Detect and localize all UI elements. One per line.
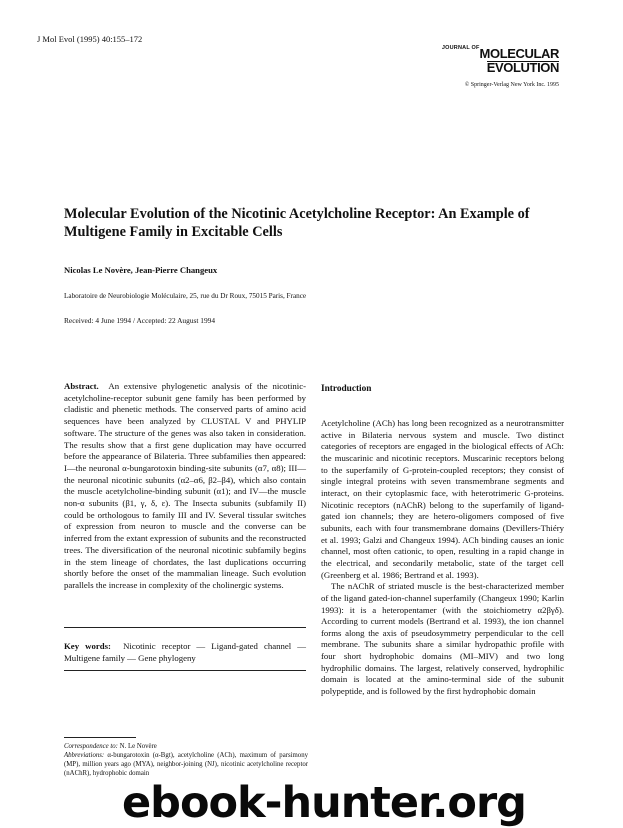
journal-logo-line2: EVOLUTION [486,60,559,76]
article-authors: Nicolas Le Novère, Jean-Pierre Changeux [64,265,218,275]
abstract-text: An extensive phylogenetic analysis of the nicotinic-acetylcholine-receptor subunit gene family has been performed by cladistic and phenetic methods. The conserved parts of amino acid sequences have been analyzed by CLUSTAL V and PHYLIP software. The structure of the genes was also taken in consideration. The results show that a first gene duplication may have occurred before the appearance of Bilateria. Three subfamilies then appeared: I—the neuronal α-bungarotoxin binding-site subunits (α7, α8); III—the neuronal nicotinic subunits (α2–α6, β2–β4), which also contain the muscle acetylcholine-binding subunit (α1); and IV—the muscle non-α subunits (β1, γ, δ, ε). The Insecta subunits (subfamily II) could be orthologous to family III and IV. Several tissular switches of expression from neuron to muscle and the converse can be inferred from the extant expression of subunits and the reconstructed trees. The diversification of the neuronal nicotinic subfamily begins in the stem lineage of chordates, the last duplications occurring shortly before the onset of the mammalian lineage. Such evolution parallels the increase in complexity of the cholinergic systems. [64,381,306,590]
abbreviations-text: α-bungarotoxin (α-Bgt), acetylcholine (ACh), maximum of parsimony (MP), million years ago (MYA), neighbor-joining (NJ), nicotinic acetylcholine receptor (nAChR), hydrophobic domain [64,752,308,777]
correspondence-footnote [64,742,308,778]
introduction-body [321,418,564,698]
received-accepted-dates: Received: 4 June 1994 / Accepted: 22 August 1994 [64,316,216,325]
journal-citation: J Mol Evol (1995) 40:155–172 [37,34,143,44]
abbreviations-line [64,751,308,778]
introduction-paragraph-2: The nAChR of striated muscle is the best-characterized member of the ligand gated-ion-channel superfamily (Changeux 1990; Karlin 1993): it is a heteropentamer (with the stoichiometry α2βγδ). According to current models (Bertrand et al. 1993), the ion channel forms along the axis of pseudosymmetry perpendicular to the cell membrane. The subunits share a similar hydropathic profile with four short hydrophobic domains (MI–MIV) and two long hydrophilic domains. The largest, relatively conserved, hydrophilic domain is located at the amino-terminal side of the subunit polypeptide, and is followed by the first hydrophobic domain [321,581,564,697]
keywords-bottom-rule [64,670,306,671]
correspondence-label: Correspondence to: [64,743,118,750]
author-affiliation: Laboratoire de Neurobiologie Moléculaire, 25, rue du Dr Roux, 75015 Paris, France [64,292,307,300]
footnote-rule [64,737,136,738]
abbreviations-label: Abbreviations: [64,752,105,759]
copyright-notice: © Springer-Verlag New York Inc. 1995 [464,82,559,88]
keywords-top-rule [64,627,306,628]
correspondence-name: N. Le Novère [119,743,157,750]
abstract-label: Abstract. [64,381,99,391]
correspondence-line [64,742,308,751]
abstract [64,381,306,592]
watermark-text: ebook-hunter.org [122,778,526,828]
introduction-heading: Introduction [321,384,372,394]
keywords-text: Nicotinic receptor — Ligand-gated channel — Multigene family — Gene phylogeny [64,641,307,663]
journal-logo-prefix: JOURNAL OF [441,45,480,51]
article-title: Molecular Evolution of the Nicotinic Acetylcholine Receptor: An Example of Multigene Family in Excitable Cells [64,206,530,240]
introduction-paragraph-1: Acetylcholine (ACh) has long been recognized as a neurotransmitter active in Bilateria nervous system and muscle. Two distinct categories of receptors are engaged in the biological effects of ACh: the muscarinic and nicotinic receptors. Muscarinic receptors belong to the superfamily of G-protein-coupled receptors; they consist of single integral proteins with seven transmembrane segments and interact, on their cytoplasmic face, with heterotrimeric G-proteins. Nicotinic receptors (nAChR) belong to the superfamily of ligand-gated ion channels; they are hetero-oligomers composed of five subunits, each with four transmembrane domains (Devillers-Thiéry et al. 1993; Galzi and Changeux 1994). ACh binding causes an ionic channel, most often cationic, to open, resulting in a rapid change in the electrical, and secondarily metabolic, state of the target cell (Greenberg et al. 1986; Bertrand et al. 1993). [321,418,564,580]
journal-logo-line1: MOLECULAR [479,46,559,61]
journal-logo [442,46,559,75]
keywords-label: Key words: [64,641,111,651]
keywords [64,641,306,664]
